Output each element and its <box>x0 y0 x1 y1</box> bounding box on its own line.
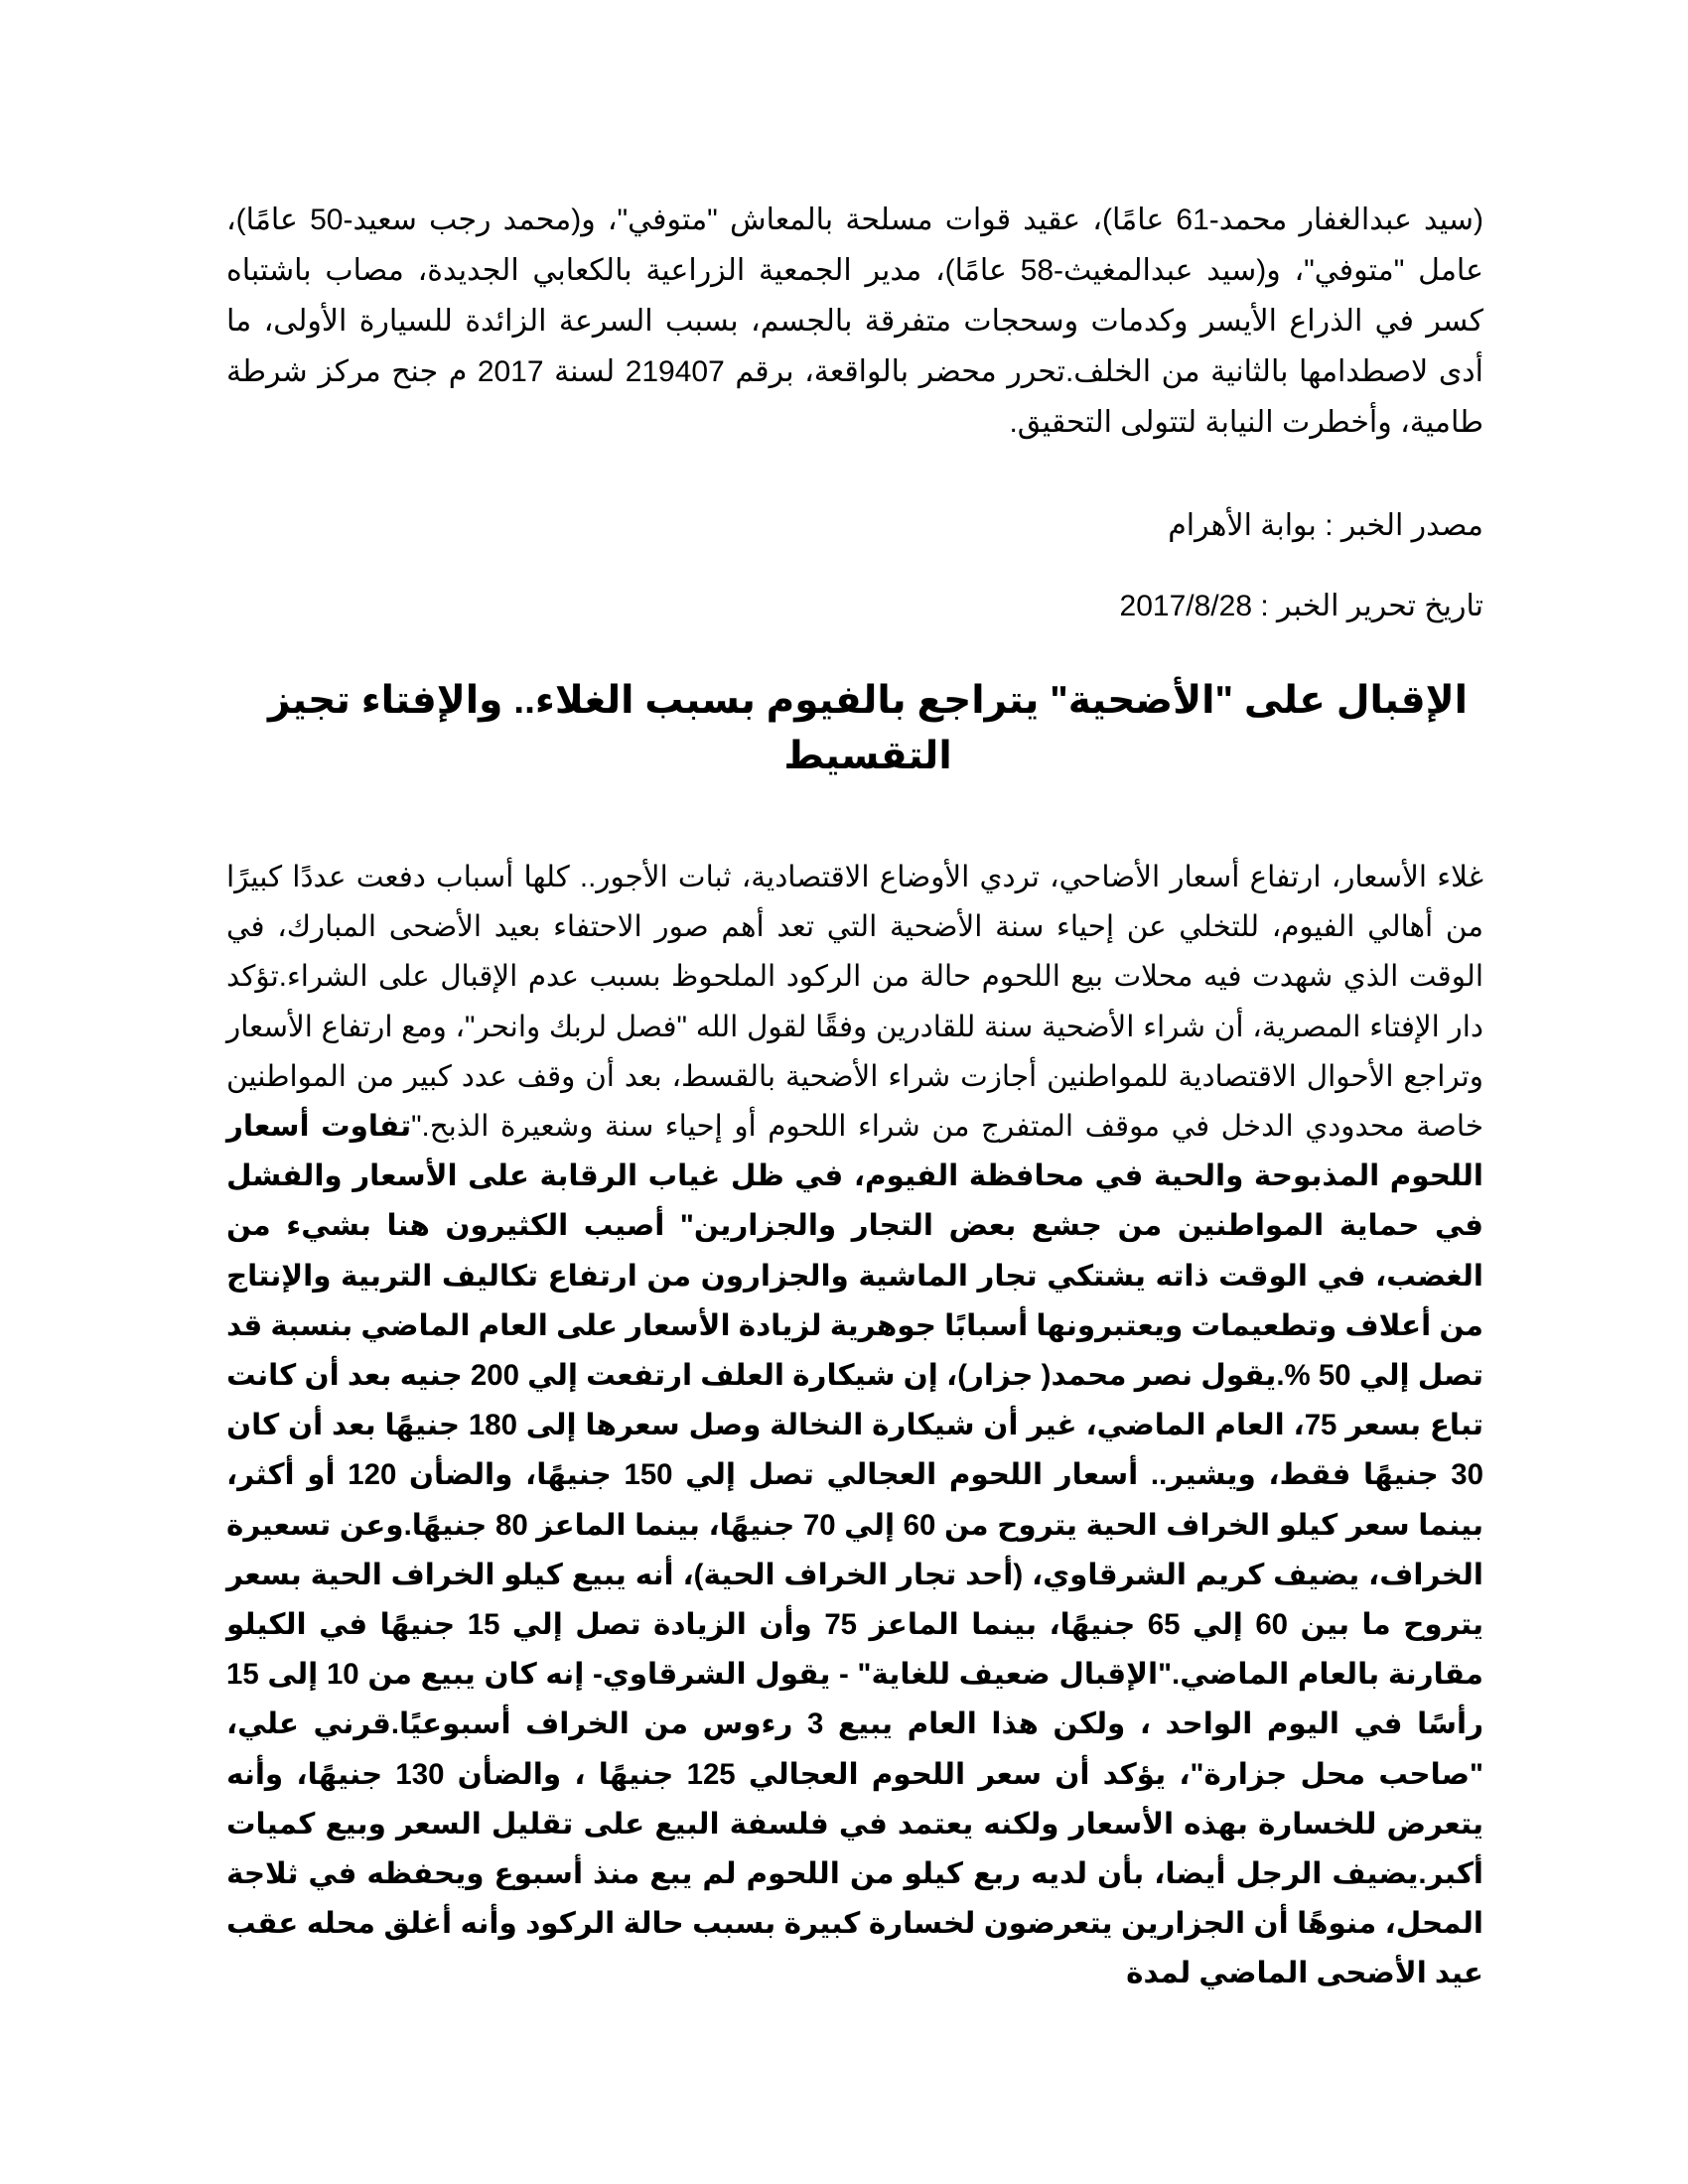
article-headline: الإقبال على "الأضحية" يتراجع بالفيوم بسبب الغلاء.. والإفتاء تجيز التقسيط <box>267 679 1469 777</box>
news-source: مصدر الخبر : بوابة الأهرام <box>1168 509 1483 542</box>
article-body-continued: تفاوت أسعار اللحوم المذبوحة والحية في محافظة الفيوم، في ظل غياب الرقابة على الأسعار والفشل في حماية المواطنين من جشع بعض التجار والجزارين" أصيب الكثيرون هنا بشيء من الغضب، في الوقت ذاته يشتكي تجار الماشية والجزارون من ارتفاع تكاليف التربية والإنتاج من أعلاف وتطعيمات ويعتبرونها أسبابًا جوهرية لزيادة الأسعار على العام الماضي بنسبة قد تصل إلي 50 %.يقول نصر محمد( جزار)، إن شيكارة العلف ارتفعت إلي 200 جنيه بعد أن كانت تباع بسعر 75، العام الماضي، غير أن شيكارة النخالة وصل سعرها إلى 180 جنيهًا بعد أن كان 30 جنيهًا فقط، ويشير.. أسعار اللحوم العجالي تصل إلي 150 جنيهًا، والضأن 120 أو أكثر، بينما سعر كيلو الخراف الحية يتروح من 60 إلي 70 جنيهًا، بينما الماعز 80 جنيهًا.وعن تسعيرة الخراف، يضيف كريم الشرقاوي، (أحد تجار الخراف الحية)، أنه يبيع كيلو الخراف الحية بسعر يتروح ما بين 60 إلي 65 جنيهًا، بينما الماعز 75 وأن الزيادة تصل إلي 15 جنيهًا في الكيلو مقارنة بالعام الماضي."الإقبال ضعيف للغاية" - يقول الشرقاوي- إنه كان يبيع من 10 إلى 15 رأسًا في اليوم الواحد ، ولكن هذا العام يبيع 3 رءوس من الخراف أسبوعيًا.قرني علي، "صاحب محل جزارة"، يؤكد أن سعر اللحوم العجالي 125 جنيهًا ، والضأن 130 جنيهًا، وأنه يتعرض للخسارة بهذه الأسعار ولكنه يعتمد في فلسفة البيع على تقليل السعر وبيع كميات أكبر.يضيف الرجل أيضا، بأن لديه ربع كيلو من اللحوم لم يبع منذ أسبوع ويحفظه في ثلاجة المحل، منوهًا أن الجزارين يتعرضون لخسارة كبيرة بسبب حالة الركود وأنه أغلق محله عقب عيد الأضحى الماضي لمدة <box>226 1110 1484 1990</box>
news-date: تاريخ تحرير الخبر : 2017/8/28 <box>1119 590 1483 622</box>
article-body <box>226 853 1483 1999</box>
article-body-intro: غلاء الأسعار، ارتفاع أسعار الأضاحي، تردي الأوضاع الاقتصادية، ثبات الأجور.. كلها أسباب دفعت عددًا كبيرًا من أهالي الفيوم، للتخلي عن إحياء سنة الأضحية التي تعد أهم صور الاحتفاء بعيد الأضحى المبارك، في الوقت الذي شهدت فيه محلات بيع اللحوم حالة من الركود الملحوظ بسبب عدم الإقبال على الشراء.تؤكد دار الإفتاء المصرية، أن شراء الأضحية سنة للقادرين وفقًا لقول الله "فصل لربك وانحر"، ومع ارتفاع الأسعار وتراجع الأحوال الاقتصادية للمواطنين أجازت شراء الأضحية بالقسط، بعد أن وقف عدد كبير من المواطنين خاصة محدودي الدخل في موقف المتفرج من شراء اللحوم أو إحياء سنة وشعيرة الذبح." <box>226 861 1484 1144</box>
previous-article-paragraph: (سيد عبدالغفار محمد-61 عامًا)، عقيد قوات مسلحة بالمعاش "متوفي"، و(محمد رجب سعيد-50 عامًا)، عامل "متوفي"، و(سيد عبدالمغيث-58 عامًا)، مدير الجمعية الزراعية بالكعابي الجديدة، مصاب باشتباه كسر في الذراع الأيسر وكدمات وسحجات متفرقة بالجسم، بسبب السرعة الزائدة للسيارة الأولى، ما أدى لاصطدامها بالثانية من الخلف.تحرر محضر بالواقعة، برقم 219407 لسنة 2017 م جنح مركز شرطة طامية، وأخطرت النيابة لتتولى التحقيق. <box>226 204 1483 439</box>
document-page <box>226 195 1483 1999</box>
